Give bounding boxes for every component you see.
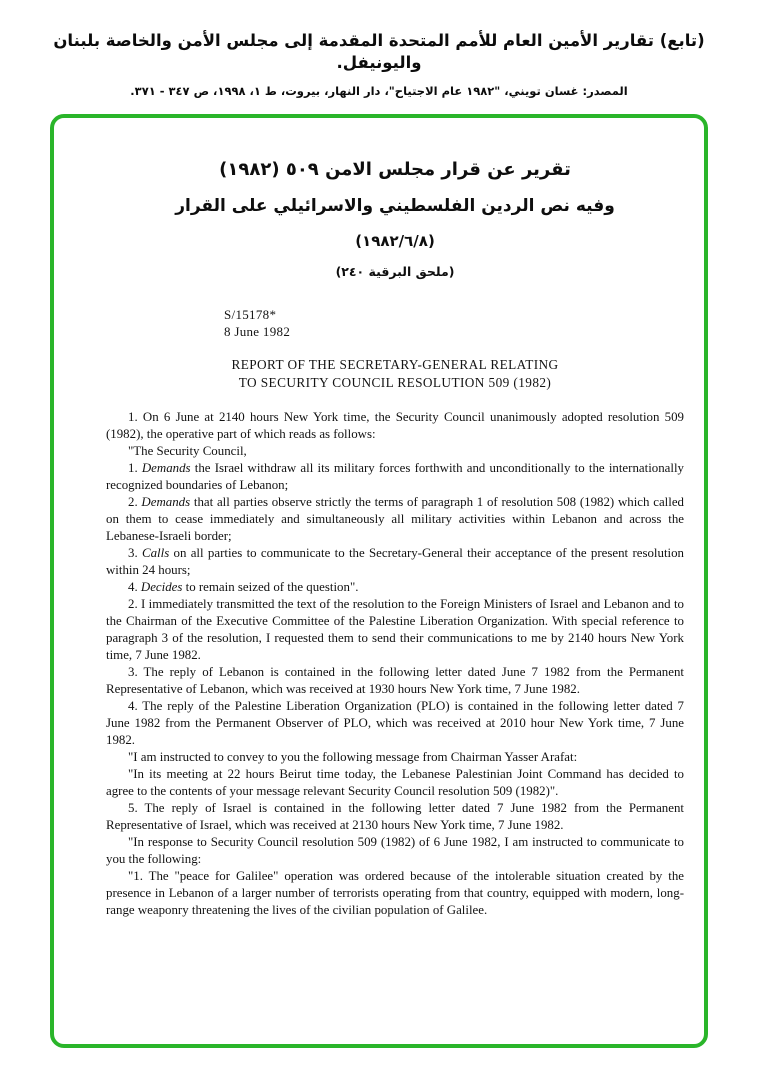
paragraph [106,664,684,698]
document-title [106,356,684,392]
paragraph-segment: "I am instructed to convey to you the following message from Chairman Yasser Arafat: [128,750,578,764]
document-title-line-1: REPORT OF THE SECRETARY-GENERAL RELATING [231,357,559,372]
paragraph-segment: 4. The reply of the Palestine Liberation Organization (PLO) is contained in the following letter dated 7 June 1982 from the Permanent Observer of PLO, which was received at 2010 hour New York time, 7 June 1982. [106,699,684,747]
paragraph-italic-segment: Demands [141,495,191,509]
paragraph-segment: on all parties to communicate to the Secretary-General their acceptance of the present resolution within 24 hours; [106,546,684,577]
paragraph-italic-segment: Calls [141,546,170,560]
paragraph [106,409,684,443]
paragraph-segment: the Israel withdraw all its military forces forthwith and unconditionally to the internationally recognized boundaries of Lebanon; [106,461,684,492]
paragraph-segment: 2. I immediately transmitted the text of the resolution to the Foreign Ministers of Israel and Lebanon and to the Chairman of the Executive Committee of the Palestine Liberation Organization. With special reference to paragraph 3 of the resolution, I requested them to send their communications to me by 2140 hours New York time, 7 June 1982. [106,597,684,662]
paragraph [106,596,684,664]
paragraph-segment: 1. On 6 June at 2140 hours New York time, the Security Council unanimously adopted resolution 509 (1982), the operative part of which reads as follows: [106,410,684,441]
paragraph [106,579,684,596]
paragraph-segment: 2. [128,495,142,509]
paragraph [106,766,684,800]
paragraph-segment: 1. [128,461,142,475]
paragraph-segment: "1. The "peace for Galilee" operation was ordered because of the intolerable situation created by the presence in Lebanon of a larger number of terrorists operating from that country, equipped with modern, long-range weaponry threatening the lives of the civilian population of Galilee. [106,869,684,917]
arabic-heading-attachment-note: (ملحق البرقية ٢٤٠) [335,264,455,279]
paragraph-segment: "In its meeting at 22 hours Beirut time today, the Lebanese Palestinian Joint Command has decided to agree to the contents of your message relevant Security Council resolution 509 (1982)". [106,767,684,798]
paragraph [106,443,684,460]
document-body [106,409,684,919]
paragraph-segment: 3. [128,546,142,560]
paragraph-italic-segment: Decides [140,580,183,594]
paragraph [106,698,684,749]
document-frame [50,114,708,1048]
paragraph-segment: 4. [128,580,141,594]
document-title-line-2: TO SECURITY COUNCIL RESOLUTION 509 (1982) [238,375,552,390]
paragraph-segment: "In response to Security Council resolution 509 (1982) of 6 June 1982, I am instructed to communicate to you the following: [106,835,684,866]
arabic-heading-date: (١٩٨٢/٦/٨) [355,232,435,250]
paragraph [106,460,684,494]
arabic-header-title: (تابع) تقارير الأمين العام للأمم المتحدة المقدمة إلى مجلس الأمن والخاصة بلبنان واليونيفل. [53,31,705,72]
paragraph [106,834,684,868]
paragraph-segment: "The Security Council, [128,444,247,458]
arabic-heading-line-2: وفيه نص الردين الفلسطيني والاسرائيلي على القرار [175,196,615,216]
paragraph-segment: to remain seized of the question". [182,580,359,594]
paragraph [106,749,684,766]
arabic-document-heading [106,158,684,280]
paragraph [106,545,684,579]
paragraph [106,494,684,545]
paragraph-segment: 3. The reply of Lebanon is contained in the following letter dated June 7 1982 from the Permanent Representative of Lebanon, which was received at 1930 hours New York time, 7 June 1982. [106,665,684,696]
arabic-header [20,30,738,99]
arabic-heading-line-1: تقرير عن قرار مجلس الامن ٥٠٩ (١٩٨٢) [219,159,571,180]
paragraph-segment: 5. The reply of Israel is contained in the following letter dated 7 June 1982 from the Permanent Representative of Israel, which was received at 2130 hours New York time, 7 June 1982. [106,801,684,832]
paragraph-italic-segment: Demands [141,461,191,475]
document-id-block [224,306,684,340]
paragraph [106,800,684,834]
paragraph-segment: that all parties observe strictly the terms of paragraph 1 of resolution 508 (1982) which called on them to cease immediately and simultaneously all military activities within Lebanon and across the Lebanese-Israeli border; [106,495,684,543]
paragraph [106,868,684,919]
document-date: 8 June 1982 [224,324,291,339]
document-number: S/15178* [224,307,277,322]
arabic-header-source: المصدر: غسان تويني، "١٩٨٢ عام الاجتياح"، دار النهار، بيروت، ط ١، ١٩٩٨، ص ٣٤٧ - ٣٧١. [130,84,628,98]
